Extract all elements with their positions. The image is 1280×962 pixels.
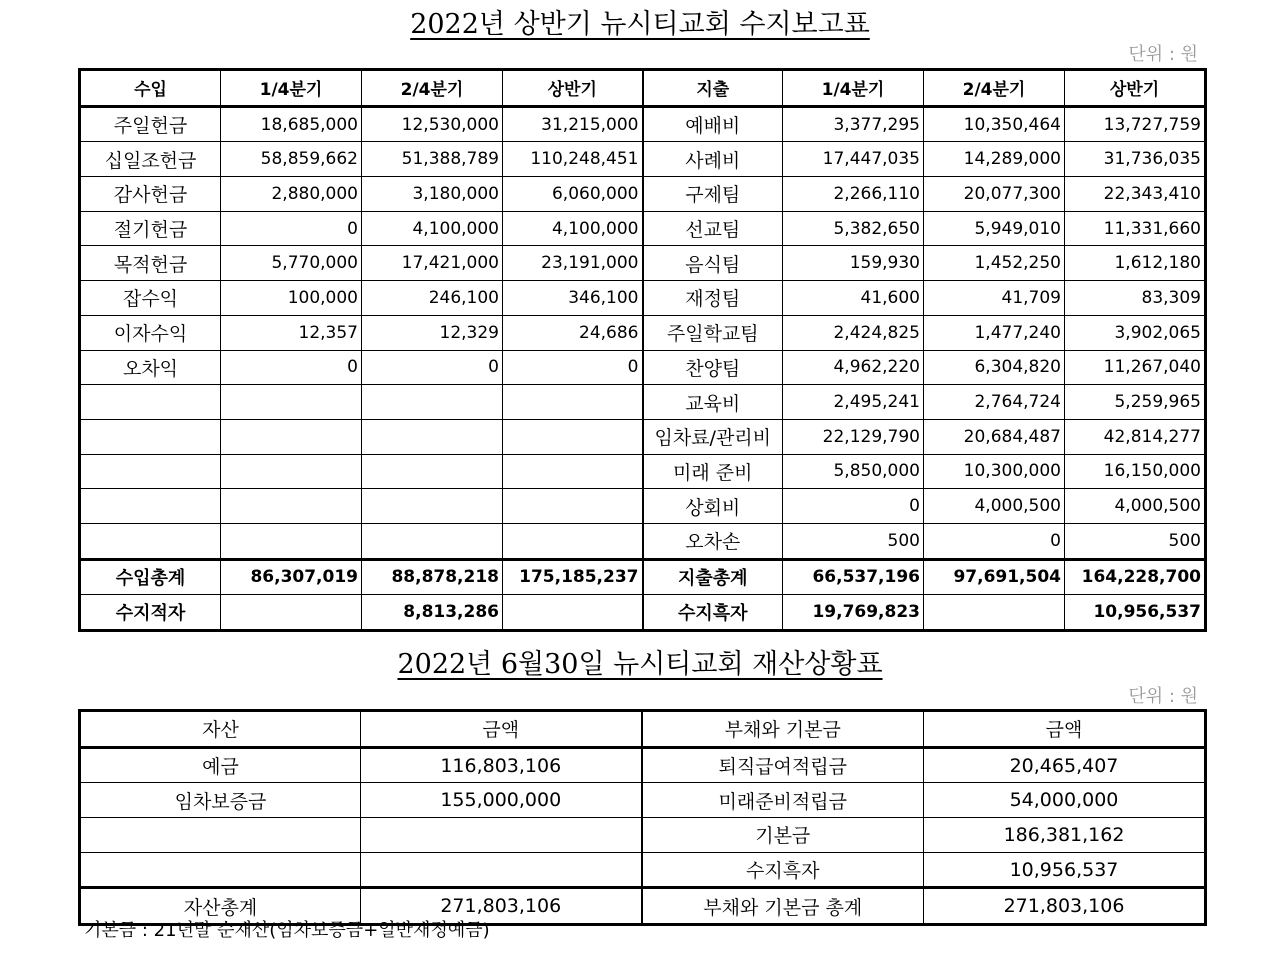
amount-cell: 3,902,065 xyxy=(1065,315,1206,350)
item-cell: 퇴직급여적립금 xyxy=(642,747,924,783)
amount-cell: 0 xyxy=(221,350,362,385)
table-row xyxy=(80,281,1206,316)
amount-cell: 2,764,724 xyxy=(924,385,1065,420)
row-label-cell: 임차료/관리비 xyxy=(643,419,783,454)
amount-cell: 0 xyxy=(362,350,503,385)
amount-cell: 19,769,823 xyxy=(783,595,924,631)
row-label-cell xyxy=(80,454,221,489)
amount-cell: 246,100 xyxy=(362,281,503,316)
amount-cell: 271,803,106 xyxy=(361,888,642,925)
row-label-cell: 예배비 xyxy=(643,106,783,142)
amount-cell: 1/4분기 xyxy=(783,70,924,107)
amount-cell: 18,685,000 xyxy=(221,106,362,142)
row-label-cell: 재정팀 xyxy=(643,281,783,316)
item-cell: 예금 xyxy=(80,747,361,783)
table-row xyxy=(80,454,1206,489)
item-cell: 부채와 기본금 xyxy=(642,711,924,748)
amount-cell: 4,000,500 xyxy=(1065,489,1206,524)
table-row xyxy=(80,818,1206,853)
amount-cell: 11,267,040 xyxy=(1065,350,1206,385)
assets-title: 2022년 6월30일 뉴시티교회 재산상황표 xyxy=(397,649,883,680)
amount-cell xyxy=(221,523,362,559)
amount-cell: 41,709 xyxy=(924,281,1065,316)
amount-cell: 상반기 xyxy=(1065,70,1206,107)
amount-cell: 5,949,010 xyxy=(924,211,1065,246)
amount-cell: 상반기 xyxy=(503,70,643,107)
amount-cell: 100,000 xyxy=(221,281,362,316)
amount-cell xyxy=(362,489,503,524)
amount-cell: 17,421,000 xyxy=(362,246,503,281)
amount-cell: 31,215,000 xyxy=(503,106,643,142)
header-row xyxy=(80,70,1206,107)
item-cell xyxy=(80,818,361,853)
amount-cell: 5,850,000 xyxy=(783,454,924,489)
row-label-cell: 수지적자 xyxy=(80,595,221,631)
amount-cell: 0 xyxy=(783,489,924,524)
amount-cell: 2,424,825 xyxy=(783,315,924,350)
amount-cell: 5,259,965 xyxy=(1065,385,1206,420)
row-label-cell: 교육비 xyxy=(643,385,783,420)
report-unit-label: 단위 : 원 xyxy=(1128,44,1198,65)
totals-row xyxy=(80,559,1206,595)
amount-cell: 83,309 xyxy=(1065,281,1206,316)
row-label-cell: 잡수익 xyxy=(80,281,221,316)
amount-cell: 금액 xyxy=(924,711,1206,748)
amount-cell: 4,000,500 xyxy=(924,489,1065,524)
amount-cell: 3,377,295 xyxy=(783,106,924,142)
amount-cell: 금액 xyxy=(361,711,642,748)
amount-cell: 10,956,537 xyxy=(1065,595,1206,631)
amount-cell: 17,447,035 xyxy=(783,142,924,177)
amount-cell: 346,100 xyxy=(503,281,643,316)
amount-cell: 42,814,277 xyxy=(1065,419,1206,454)
amount-cell: 4,962,220 xyxy=(783,350,924,385)
amount-cell: 5,382,650 xyxy=(783,211,924,246)
amount-cell: 0 xyxy=(221,211,362,246)
row-label-cell: 주일학교팀 xyxy=(643,315,783,350)
amount-cell xyxy=(362,419,503,454)
amount-cell: 3,180,000 xyxy=(362,177,503,212)
amount-cell: 51,388,789 xyxy=(362,142,503,177)
amount-cell: 86,307,019 xyxy=(221,559,362,595)
table-row xyxy=(80,747,1206,783)
amount-cell: 0 xyxy=(924,523,1065,559)
amount-cell xyxy=(503,385,643,420)
row-label-cell: 찬양팀 xyxy=(643,350,783,385)
amount-cell: 116,803,106 xyxy=(361,747,642,783)
item-cell: 임차보증금 xyxy=(80,783,361,818)
table-row xyxy=(80,523,1206,559)
row-label-cell xyxy=(80,523,221,559)
row-label-cell: 지출 xyxy=(643,70,783,107)
amount-cell: 1,612,180 xyxy=(1065,246,1206,281)
amount-cell: 500 xyxy=(1065,523,1206,559)
amount-cell xyxy=(503,419,643,454)
row-label-cell: 절기헌금 xyxy=(80,211,221,246)
row-label-cell: 수지흑자 xyxy=(643,595,783,631)
amount-cell: 54,000,000 xyxy=(924,783,1206,818)
table-row xyxy=(80,211,1206,246)
amount-cell: 2,880,000 xyxy=(221,177,362,212)
row-label-cell: 이자수익 xyxy=(80,315,221,350)
amount-cell: 159,930 xyxy=(783,246,924,281)
table-row xyxy=(80,783,1206,818)
item-cell: 부채와 기본금 총계 xyxy=(642,888,924,925)
amount-cell: 8,813,286 xyxy=(362,595,503,631)
amount-cell: 12,357 xyxy=(221,315,362,350)
amount-cell: 186,381,162 xyxy=(924,818,1206,853)
amount-cell xyxy=(221,595,362,631)
row-label-cell: 오차익 xyxy=(80,350,221,385)
amount-cell: 12,329 xyxy=(362,315,503,350)
amount-cell: 1/4분기 xyxy=(221,70,362,107)
amount-cell xyxy=(221,385,362,420)
amount-cell xyxy=(221,489,362,524)
row-label-cell: 상회비 xyxy=(643,489,783,524)
amount-cell xyxy=(361,818,642,853)
row-label-cell: 목적헌금 xyxy=(80,246,221,281)
amount-cell: 6,060,000 xyxy=(503,177,643,212)
amount-cell: 20,465,407 xyxy=(924,747,1206,783)
amount-cell xyxy=(924,595,1065,631)
row-label-cell: 구제팀 xyxy=(643,177,783,212)
amount-cell: 14,289,000 xyxy=(924,142,1065,177)
amount-cell xyxy=(221,454,362,489)
table-row xyxy=(80,385,1206,420)
amount-cell: 24,686 xyxy=(503,315,643,350)
item-cell: 기본금 xyxy=(642,818,924,853)
amount-cell: 1,477,240 xyxy=(924,315,1065,350)
assets-table xyxy=(78,709,1207,926)
amount-cell: 2,266,110 xyxy=(783,177,924,212)
amount-cell: 58,859,662 xyxy=(221,142,362,177)
amount-cell: 10,350,464 xyxy=(924,106,1065,142)
amount-cell: 4,100,000 xyxy=(362,211,503,246)
amount-cell xyxy=(362,385,503,420)
amount-cell: 155,000,000 xyxy=(361,783,642,818)
amount-cell: 16,150,000 xyxy=(1065,454,1206,489)
amount-cell: 20,077,300 xyxy=(924,177,1065,212)
table-row xyxy=(80,852,1206,888)
income-expense-table xyxy=(78,68,1207,632)
amount-cell: 13,727,759 xyxy=(1065,106,1206,142)
amount-cell: 271,803,106 xyxy=(924,888,1206,925)
table-row xyxy=(80,419,1206,454)
row-label-cell: 사례비 xyxy=(643,142,783,177)
table-row xyxy=(80,177,1206,212)
table-row xyxy=(80,106,1206,142)
amount-cell: 2/4분기 xyxy=(362,70,503,107)
amount-cell: 10,956,537 xyxy=(924,852,1206,888)
amount-cell: 41,600 xyxy=(783,281,924,316)
amount-cell: 11,331,660 xyxy=(1065,211,1206,246)
item-cell: 미래준비적립금 xyxy=(642,783,924,818)
amount-cell xyxy=(503,489,643,524)
amount-cell xyxy=(362,523,503,559)
amount-cell: 500 xyxy=(783,523,924,559)
amount-cell: 66,537,196 xyxy=(783,559,924,595)
amount-cell: 4,100,000 xyxy=(503,211,643,246)
amount-cell: 97,691,504 xyxy=(924,559,1065,595)
row-label-cell xyxy=(80,385,221,420)
row-label-cell: 수입 xyxy=(80,70,221,107)
amount-cell xyxy=(503,523,643,559)
row-label-cell: 음식팀 xyxy=(643,246,783,281)
table-row xyxy=(80,489,1206,524)
assets-unit-label: 단위 : 원 xyxy=(1128,686,1198,707)
amount-cell xyxy=(503,454,643,489)
amount-cell: 22,129,790 xyxy=(783,419,924,454)
amount-cell xyxy=(221,419,362,454)
amount-cell: 88,878,218 xyxy=(362,559,503,595)
item-cell xyxy=(80,852,361,888)
amount-cell xyxy=(362,454,503,489)
amount-cell: 0 xyxy=(503,350,643,385)
table-row xyxy=(80,142,1206,177)
amount-cell: 110,248,451 xyxy=(503,142,643,177)
amount-cell: 22,343,410 xyxy=(1065,177,1206,212)
item-cell: 수지흑자 xyxy=(642,852,924,888)
table-row xyxy=(80,350,1206,385)
row-label-cell: 선교팀 xyxy=(643,211,783,246)
footnote: 기본금 : 21년말 순재산(임차보증금+일반재정예금) xyxy=(84,920,490,941)
amount-cell: 6,304,820 xyxy=(924,350,1065,385)
table-row xyxy=(80,246,1206,281)
amount-cell: 175,185,237 xyxy=(503,559,643,595)
row-label-cell: 미래 준비 xyxy=(643,454,783,489)
item-cell: 자산 xyxy=(80,711,361,748)
header-row xyxy=(80,711,1206,748)
amount-cell: 1,452,250 xyxy=(924,246,1065,281)
row-label-cell xyxy=(80,489,221,524)
amount-cell xyxy=(361,852,642,888)
row-label-cell: 수입총계 xyxy=(80,559,221,595)
row-label-cell xyxy=(80,419,221,454)
amount-cell: 10,300,000 xyxy=(924,454,1065,489)
amount-cell: 2/4분기 xyxy=(924,70,1065,107)
amount-cell: 12,530,000 xyxy=(362,106,503,142)
amount-cell: 5,770,000 xyxy=(221,246,362,281)
amount-cell: 2,495,241 xyxy=(783,385,924,420)
amount-cell: 31,736,035 xyxy=(1065,142,1206,177)
balance-row xyxy=(80,595,1206,631)
row-label-cell: 주일헌금 xyxy=(80,106,221,142)
row-label-cell: 지출총계 xyxy=(643,559,783,595)
row-label-cell: 오차손 xyxy=(643,523,783,559)
amount-cell: 20,684,487 xyxy=(924,419,1065,454)
amount-cell: 23,191,000 xyxy=(503,246,643,281)
row-label-cell: 감사헌금 xyxy=(80,177,221,212)
amount-cell xyxy=(503,595,643,631)
report-title: 2022년 상반기 뉴시티교회 수지보고표 xyxy=(410,9,870,40)
table-row xyxy=(80,315,1206,350)
amount-cell: 164,228,700 xyxy=(1065,559,1206,595)
row-label-cell: 십일조헌금 xyxy=(80,142,221,177)
item-cell: 자산총계 xyxy=(80,888,361,925)
